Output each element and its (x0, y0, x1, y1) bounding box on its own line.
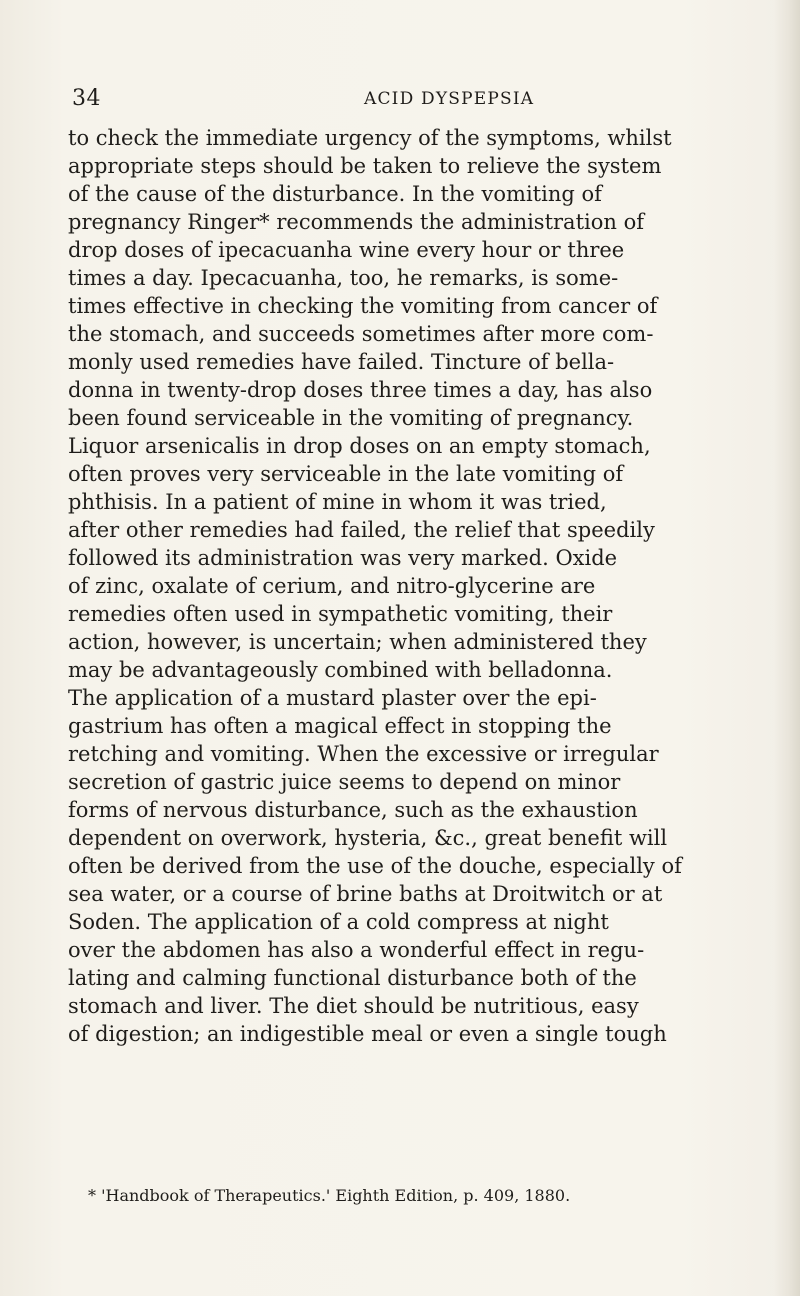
text-line: been found serviceable in the vomiting of pregnancy. (68, 406, 634, 430)
page-number: 34 (72, 86, 101, 111)
footnote: * 'Handbook of Therapeutics.' Eighth Edition, p. 409, 1880. (88, 1186, 571, 1205)
text-line: phthisis. In a patient of mine in whom it was tried, (68, 490, 607, 514)
text-line: times a day. Ipecacuanha, too, he remarks, is some- (68, 266, 619, 290)
text-line: followed its administration was very marked. Oxide (68, 546, 618, 570)
text-line: of digestion; an indigestible meal or even a single tough (68, 1022, 667, 1046)
text-line: often proves very serviceable in the late vomiting of (68, 462, 624, 486)
text-line: of the cause of the disturbance. In the vomiting of (68, 182, 602, 206)
text-line: gastrium has often a magical effect in stopping the (68, 714, 612, 738)
text-line: of zinc, oxalate of cerium, and nitro-glycerine are (68, 574, 596, 598)
text-line: over the abdomen has also a wonderful effect in regu- (68, 938, 645, 962)
text-line: lating and calming functional disturbance both of the (68, 966, 637, 990)
text-line: secretion of gastric juice seems to depend on minor (68, 770, 621, 794)
text-line: monly used remedies have failed. Tincture of bella- (68, 350, 615, 374)
text-line: may be advantageously combined with belladonna. (68, 658, 613, 682)
text-line: forms of nervous disturbance, such as the exhaustion (68, 798, 638, 822)
text-line: drop doses of ipecacuanha wine every hour or three (68, 238, 625, 262)
text-line: often be derived from the use of the douche, especially of (68, 854, 682, 878)
text-line: action, however, is uncertain; when administered they (68, 630, 647, 654)
page-edge-shadow (774, 0, 800, 1296)
text-line: to check the immediate urgency of the symptoms, whilst (68, 126, 672, 150)
text-line: Liquor arsenicalis in drop doses on an empty stomach, (68, 434, 651, 458)
body-text (68, 124, 758, 1048)
running-head: ACID DYSPEPSIA (364, 89, 535, 109)
text-line: Soden. The application of a cold compress at night (68, 910, 609, 934)
text-line: times effective in checking the vomiting from cancer of (68, 294, 658, 318)
text-line: after other remedies had failed, the relief that speedily (68, 518, 655, 542)
text-line: remedies often used in sympathetic vomiting, their (68, 602, 613, 626)
text-line: sea water, or a course of brine baths at Droitwitch or at (68, 882, 663, 906)
text-line: pregnancy Ringer* recommends the administration of (68, 210, 644, 234)
text-line: the stomach, and succeeds sometimes after more com- (68, 322, 654, 346)
text-line: donna in twenty-drop doses three times a day, has also (68, 378, 653, 402)
text-line: appropriate steps should be taken to relieve the system (68, 154, 662, 178)
text-line: retching and vomiting. When the excessive or irregular (68, 742, 659, 766)
page-header (72, 86, 752, 116)
text-line: The application of a mustard plaster over the epi- (68, 686, 597, 710)
text-line: stomach and liver. The diet should be nutritious, easy (68, 994, 639, 1018)
text-line: dependent on overwork, hysteria, &c., great benefit will (68, 826, 668, 850)
